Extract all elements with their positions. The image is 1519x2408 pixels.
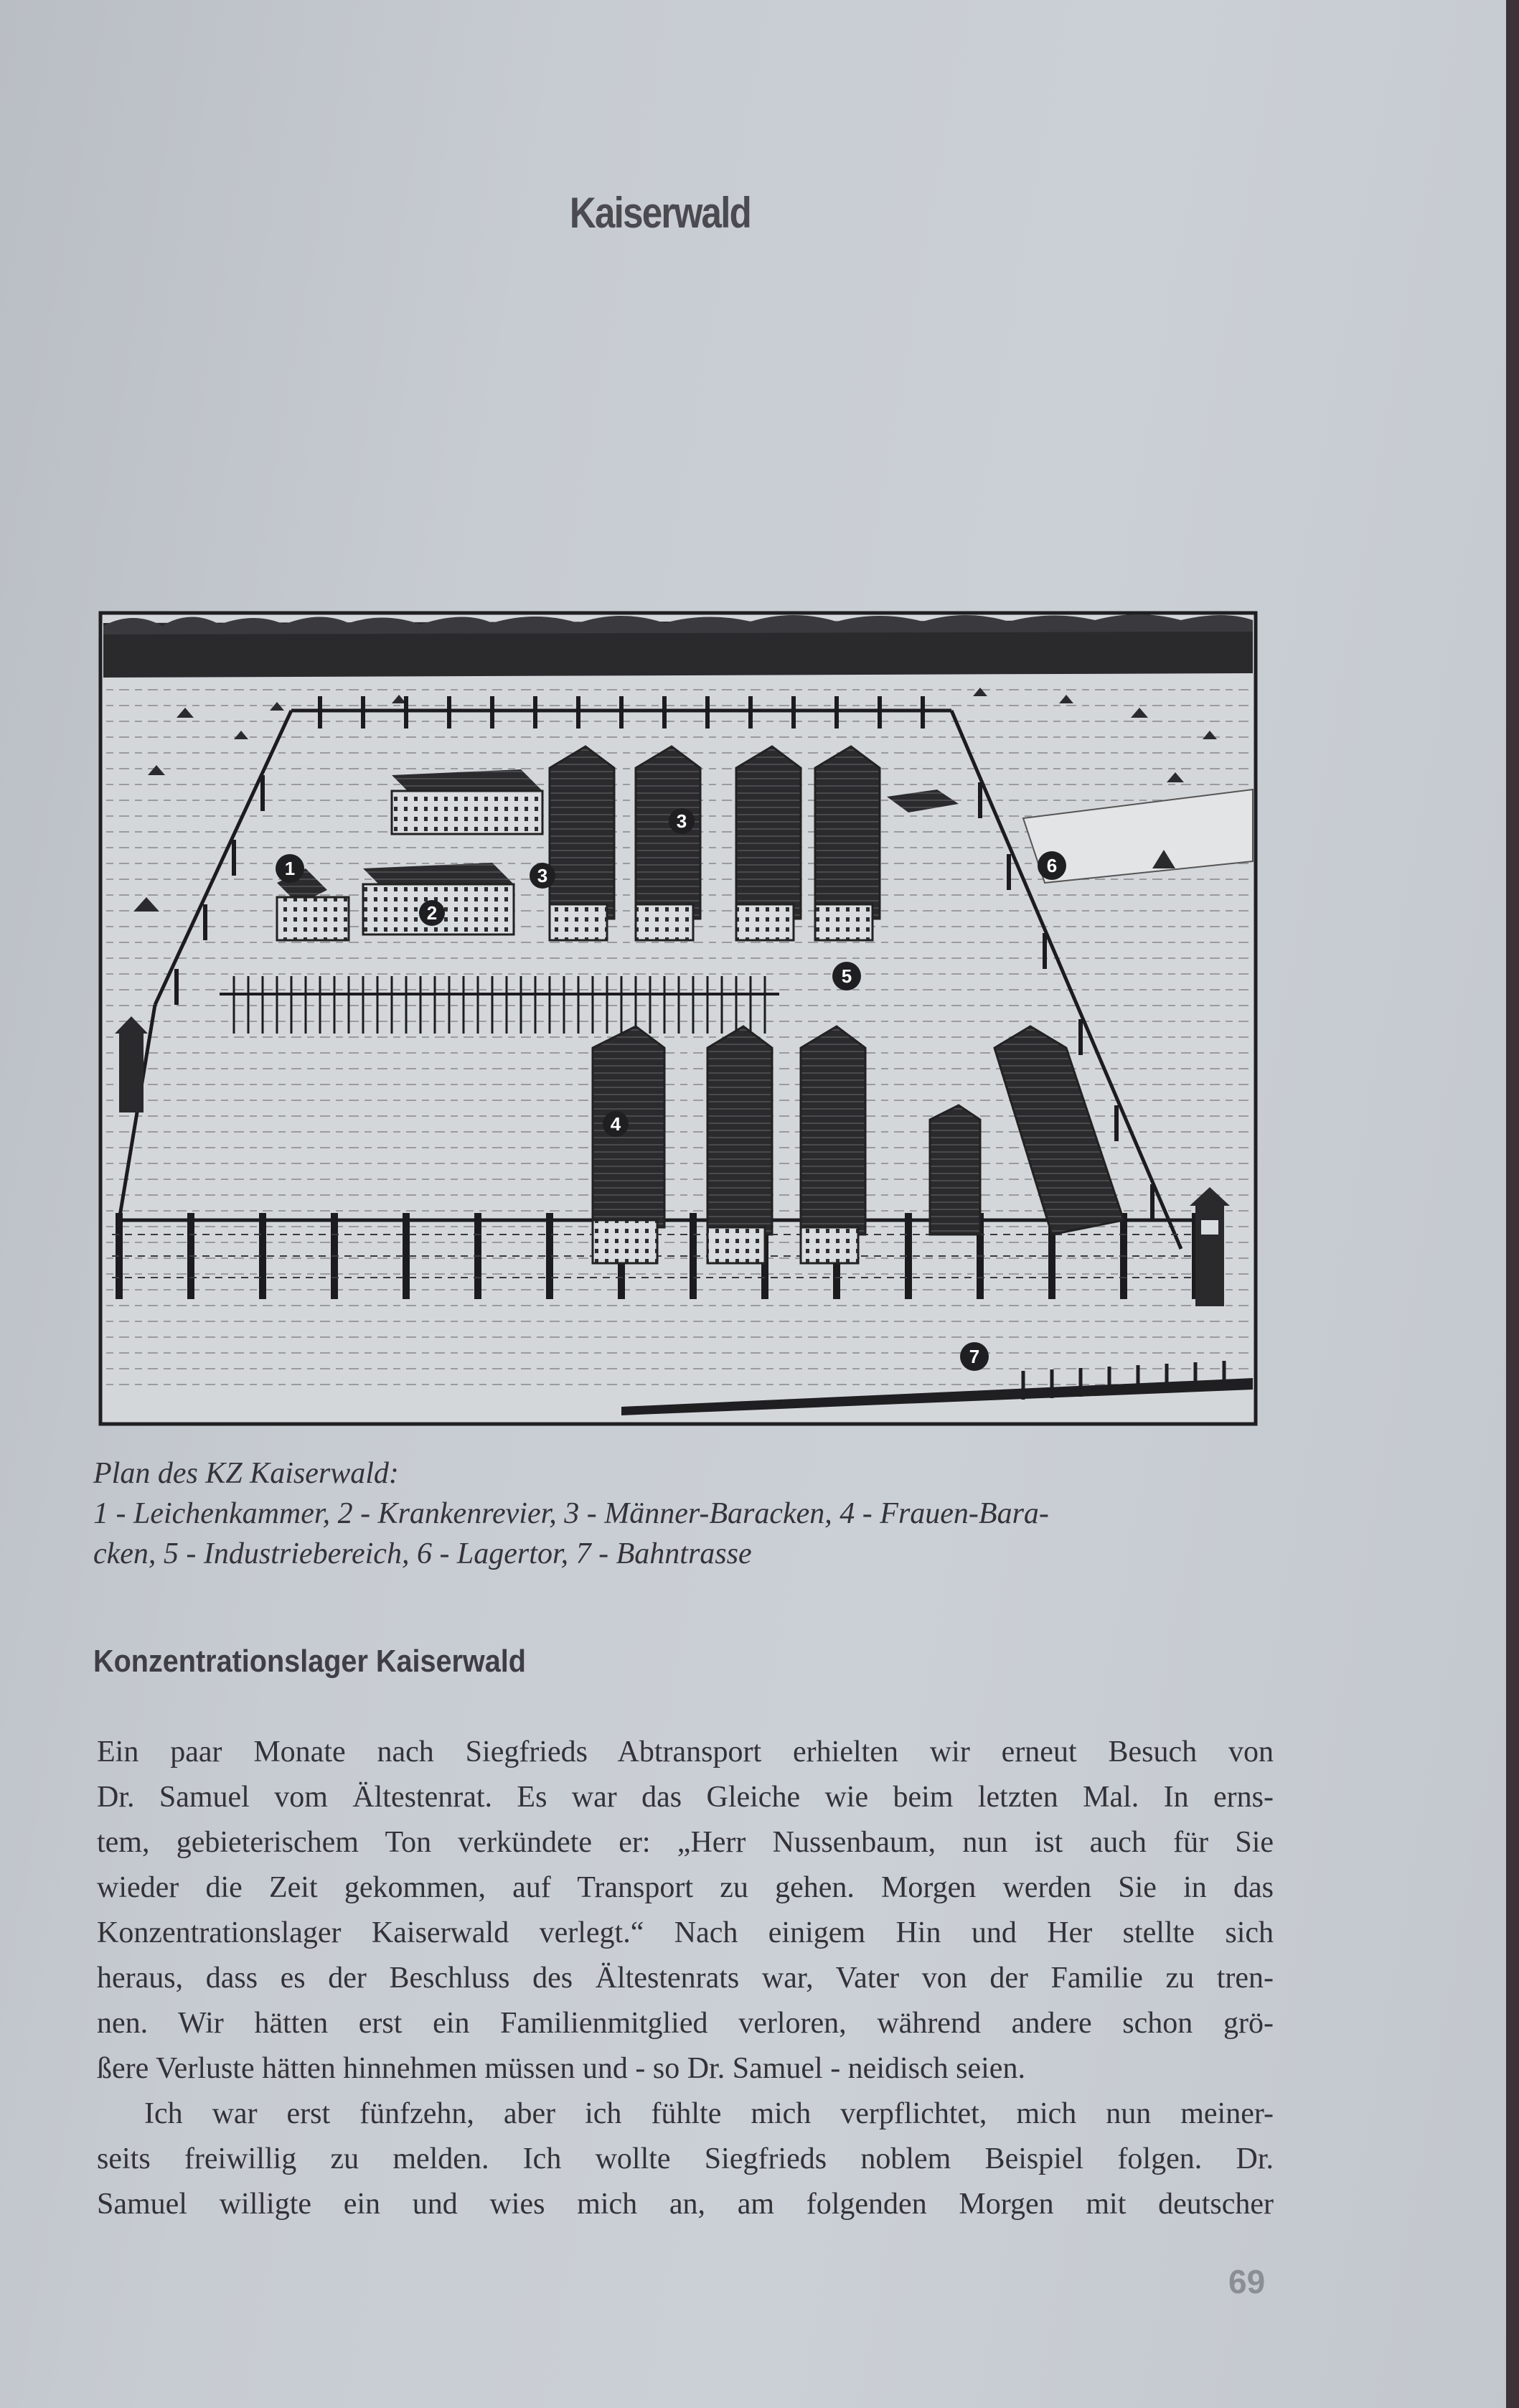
svg-text:6: 6 [1046,855,1058,876]
page-edge-shadow [1506,0,1519,2408]
text-line: heraus, dass es der Beschluss des Ältestenrats war, Vater von der Familie zu tren- [97,1962,1274,1995]
chapter-title: Kaiserwald [569,189,751,237]
marker-5 [832,962,861,990]
forest-band [103,614,1253,678]
marker-4 [603,1111,629,1137]
marker-1 [276,854,304,883]
text-line: Konzentrationslager Kaiserwald verlegt.“ Nach einigem Hin und Her stellte sich [97,1916,1274,1949]
marker-3b [669,808,695,834]
marker-2 [419,900,445,926]
marker-6 [1038,851,1066,880]
figure-caption [93,1453,1277,1574]
svg-text:4: 4 [610,1113,621,1135]
text-line: tem, gebieterischem Ton verkündete er: „Herr Nussenbaum, nun ist auch für Sie [97,1826,1274,1859]
caption-line: Plan des KZ Kaiserwald: [93,1457,399,1490]
caption-line: cken, 5 - Industriebereich, 6 - Lagertor, 7 - Bahntrasse [93,1537,752,1570]
watchtower-left [115,1016,148,1112]
text-line: Dr. Samuel vom Ältestenrat. Es war das Gleiche wie beim letzten Mal. In erns- [97,1781,1274,1814]
text-line: wieder die Zeit gekommen, auf Transport zu gehen. Morgen werden Sie in das [97,1871,1274,1904]
body-text [97,1730,1274,2227]
watchtower-right [1190,1187,1230,1306]
text-line: ßere Verluste hätten hinnehmen müssen und - so Dr. Samuel - neidisch seien. [97,2052,1025,2085]
text-line: Ich war erst fünfzehn, aber ich fühlte mich verpflichtet, mich nun meiner- [144,2097,1274,2130]
svg-text:1: 1 [284,858,296,879]
section-heading: Konzentrationslager Kaiserwald [93,1644,526,1679]
svg-text:3: 3 [676,810,687,832]
text-line: Samuel willigte ein und wies mich an, am folgenden Morgen mit deutscher [97,2188,1274,2221]
caption-line: 1 - Leichenkammer, 2 - Krankenrevier, 3 - Männer-Baracken, 4 - Frauen-Bara- [93,1497,1049,1530]
svg-text:7: 7 [969,1346,980,1367]
text-line: nen. Wir hätten erst ein Familienmitglied verloren, während andere schon grö- [97,2007,1274,2040]
marker-3a [530,863,555,889]
text-line: seits freiwillig zu melden. Ich wollte Siegfrieds noblem Beispiel folgen. Dr. [97,2142,1274,2175]
page-number: 69 [1228,2263,1266,2300]
camp-plan-illustration [90,603,1267,1435]
svg-text:5: 5 [841,965,852,987]
text-line: Ein paar Monate nach Siegfrieds Abtransport erhielten wir erneut Besuch von [97,1735,1274,1768]
marker-7 [960,1342,989,1371]
svg-text:2: 2 [426,902,438,924]
svg-text:3: 3 [537,865,548,886]
